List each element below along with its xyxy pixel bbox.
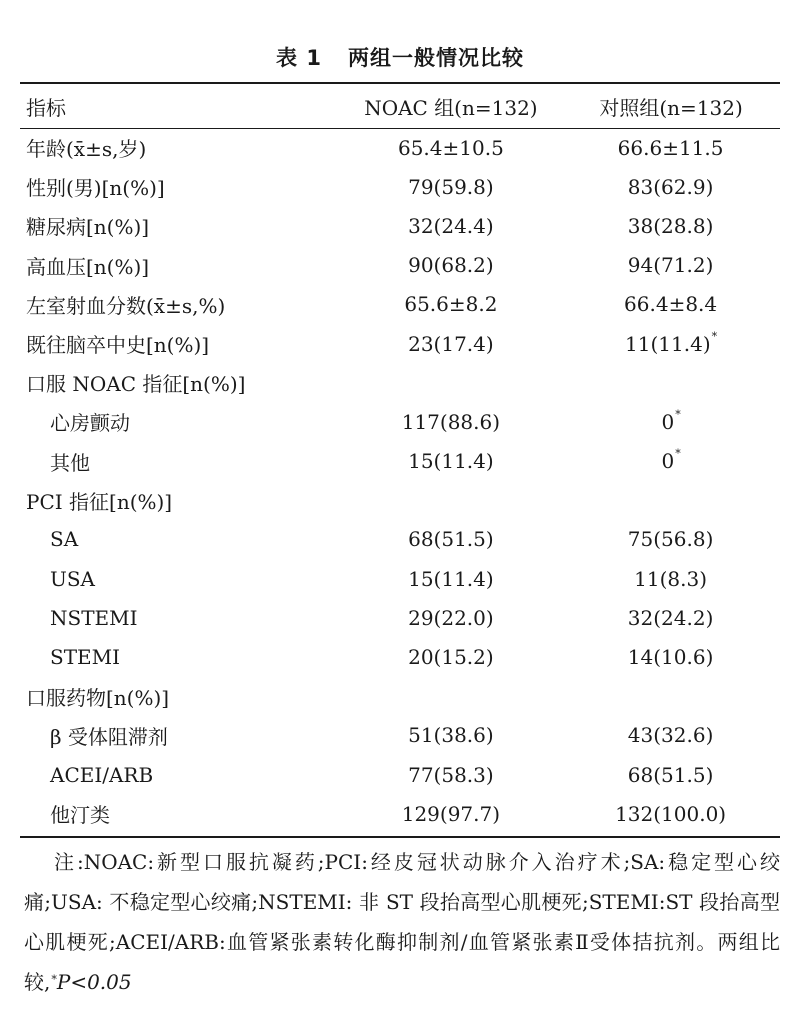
- row-sublabel: 心房颤动: [50, 411, 130, 436]
- table-row: [20, 206, 780, 245]
- noac-value: 77(58.3): [408, 762, 494, 787]
- significance-mark: *: [675, 407, 681, 421]
- table-row: [20, 637, 780, 676]
- control-value: 14(10.6): [627, 645, 714, 670]
- table-header-row: [20, 84, 780, 128]
- noac-value: 32(24.4): [408, 213, 494, 238]
- significance-mark: *: [675, 447, 681, 461]
- control-value: 11(8.3): [634, 566, 708, 591]
- header-noac-group: NOAC 组(n=132): [364, 95, 538, 120]
- control-cell: [562, 520, 780, 559]
- noac-value: 29(22.0): [408, 605, 494, 630]
- control-value: 0: [661, 449, 675, 474]
- control-value: 68(51.5): [627, 762, 714, 787]
- noac-value: 15(11.4): [408, 449, 494, 474]
- footnote-significance-mark: *: [51, 973, 57, 986]
- control-cell: [562, 402, 780, 441]
- noac-value: 20(15.2): [408, 645, 494, 670]
- row-sublabel: USA: [50, 566, 95, 591]
- table-footnote: [24, 842, 780, 1002]
- control-value: 38(28.8): [627, 213, 714, 238]
- table-row: [20, 363, 780, 402]
- table-row: [20, 559, 780, 598]
- control-value: 83(62.9): [627, 174, 714, 199]
- control-value: 75(56.8): [627, 527, 714, 552]
- row-label: 左室射血分数(x̄±s,%): [26, 293, 226, 318]
- control-cell: [562, 559, 780, 598]
- control-cell: [562, 128, 780, 167]
- noac-value: 79(59.8): [408, 174, 494, 199]
- noac-value: 23(17.4): [408, 331, 494, 356]
- table-caption: 两组一般情况比较: [347, 46, 524, 70]
- table-row: [20, 402, 780, 441]
- noac-value: [340, 677, 563, 716]
- row-sublabel: 他汀类: [50, 803, 110, 828]
- row-label: 口服药物[n(%)]: [26, 685, 170, 710]
- table-row: [20, 442, 780, 481]
- control-cell: [562, 794, 780, 833]
- noac-value: 129(97.7): [401, 801, 501, 826]
- noac-value: 51(38.6): [408, 723, 494, 748]
- table-number: 表 1: [276, 46, 322, 70]
- control-cell: [562, 442, 780, 481]
- table-row: [20, 755, 780, 794]
- table-row: [20, 167, 780, 206]
- noac-value: [340, 481, 563, 520]
- control-value: 43(32.6): [627, 723, 714, 748]
- control-value: 66.6±11.5: [617, 135, 724, 160]
- control-value: 94(71.2): [627, 253, 714, 278]
- footnote-p-value: P<0.05: [56, 970, 132, 994]
- table-row: [20, 324, 780, 363]
- control-value: 32(24.2): [627, 605, 714, 630]
- row-label: 口服 NOAC 指征[n(%)]: [26, 372, 246, 397]
- table-title: [0, 42, 800, 72]
- row-label: 高血压[n(%)]: [26, 254, 150, 279]
- table-row: [20, 128, 780, 167]
- row-sublabel: SA: [50, 527, 79, 552]
- noac-value: 65.6±8.2: [404, 292, 498, 317]
- control-cell: [562, 167, 780, 206]
- row-sublabel: 其他: [50, 450, 90, 475]
- noac-value: 68(51.5): [408, 527, 494, 552]
- control-cell: [562, 363, 780, 402]
- row-sublabel: β 受体阻滞剂: [50, 724, 168, 749]
- row-label: 糖尿病[n(%)]: [26, 215, 150, 240]
- control-cell: [562, 206, 780, 245]
- header-control-group: 对照组(n=132): [599, 95, 743, 120]
- control-cell: [562, 246, 780, 285]
- comparison-table: [20, 84, 780, 833]
- control-cell: [562, 598, 780, 637]
- control-value: 66.4±8.4: [624, 292, 718, 317]
- control-cell: [562, 755, 780, 794]
- row-sublabel: ACEI/ARB: [50, 762, 154, 787]
- control-value: 132(100.0): [615, 801, 727, 826]
- noac-value: 90(68.2): [408, 253, 494, 278]
- row-sublabel: NSTEMI: [50, 605, 138, 630]
- table-row: [20, 716, 780, 755]
- table-row: [20, 246, 780, 285]
- significance-mark: *: [711, 329, 718, 343]
- row-label: 既往脑卒中史[n(%)]: [26, 333, 210, 358]
- footnote-text: 注:NOAC:新型口服抗凝药;PCI:经皮冠状动脉介入治疗术;SA:稳定型心绞痛;USA: 不稳定型心绞痛;NSTEMI: 非 ST 段抬高型心肌梗死;STEMI:ST 段抬高型心肌梗死;ACEI/ARB:血管紧张素转化酶抑制剂/血管紧张素Ⅱ受体拮抗剂。两组比较,: [24, 850, 780, 994]
- row-label: PCI 指征[n(%)]: [26, 489, 173, 514]
- row-label: 年龄(x̄±s,岁): [26, 137, 147, 162]
- table-row: [20, 677, 780, 716]
- table-row: [20, 285, 780, 324]
- table-row: [20, 520, 780, 559]
- table-row: [20, 794, 780, 833]
- noac-value: 117(88.6): [401, 409, 501, 434]
- bottom-rule: [20, 836, 780, 838]
- control-cell: [562, 285, 780, 324]
- header-indicator: 指标: [26, 95, 66, 120]
- control-cell: [562, 677, 780, 716]
- table-row: [20, 481, 780, 520]
- noac-value: 15(11.4): [408, 566, 494, 591]
- control-cell: [562, 716, 780, 755]
- noac-value: [340, 363, 563, 402]
- table-row: [20, 598, 780, 637]
- control-cell: [562, 637, 780, 676]
- control-cell: [562, 324, 780, 363]
- noac-value: 65.4±10.5: [397, 135, 504, 160]
- row-label: 性别(男)[n(%)]: [26, 176, 165, 201]
- control-value: 11(11.4): [625, 331, 711, 356]
- control-value: 0: [661, 409, 675, 434]
- control-cell: [562, 481, 780, 520]
- row-sublabel: STEMI: [50, 645, 121, 670]
